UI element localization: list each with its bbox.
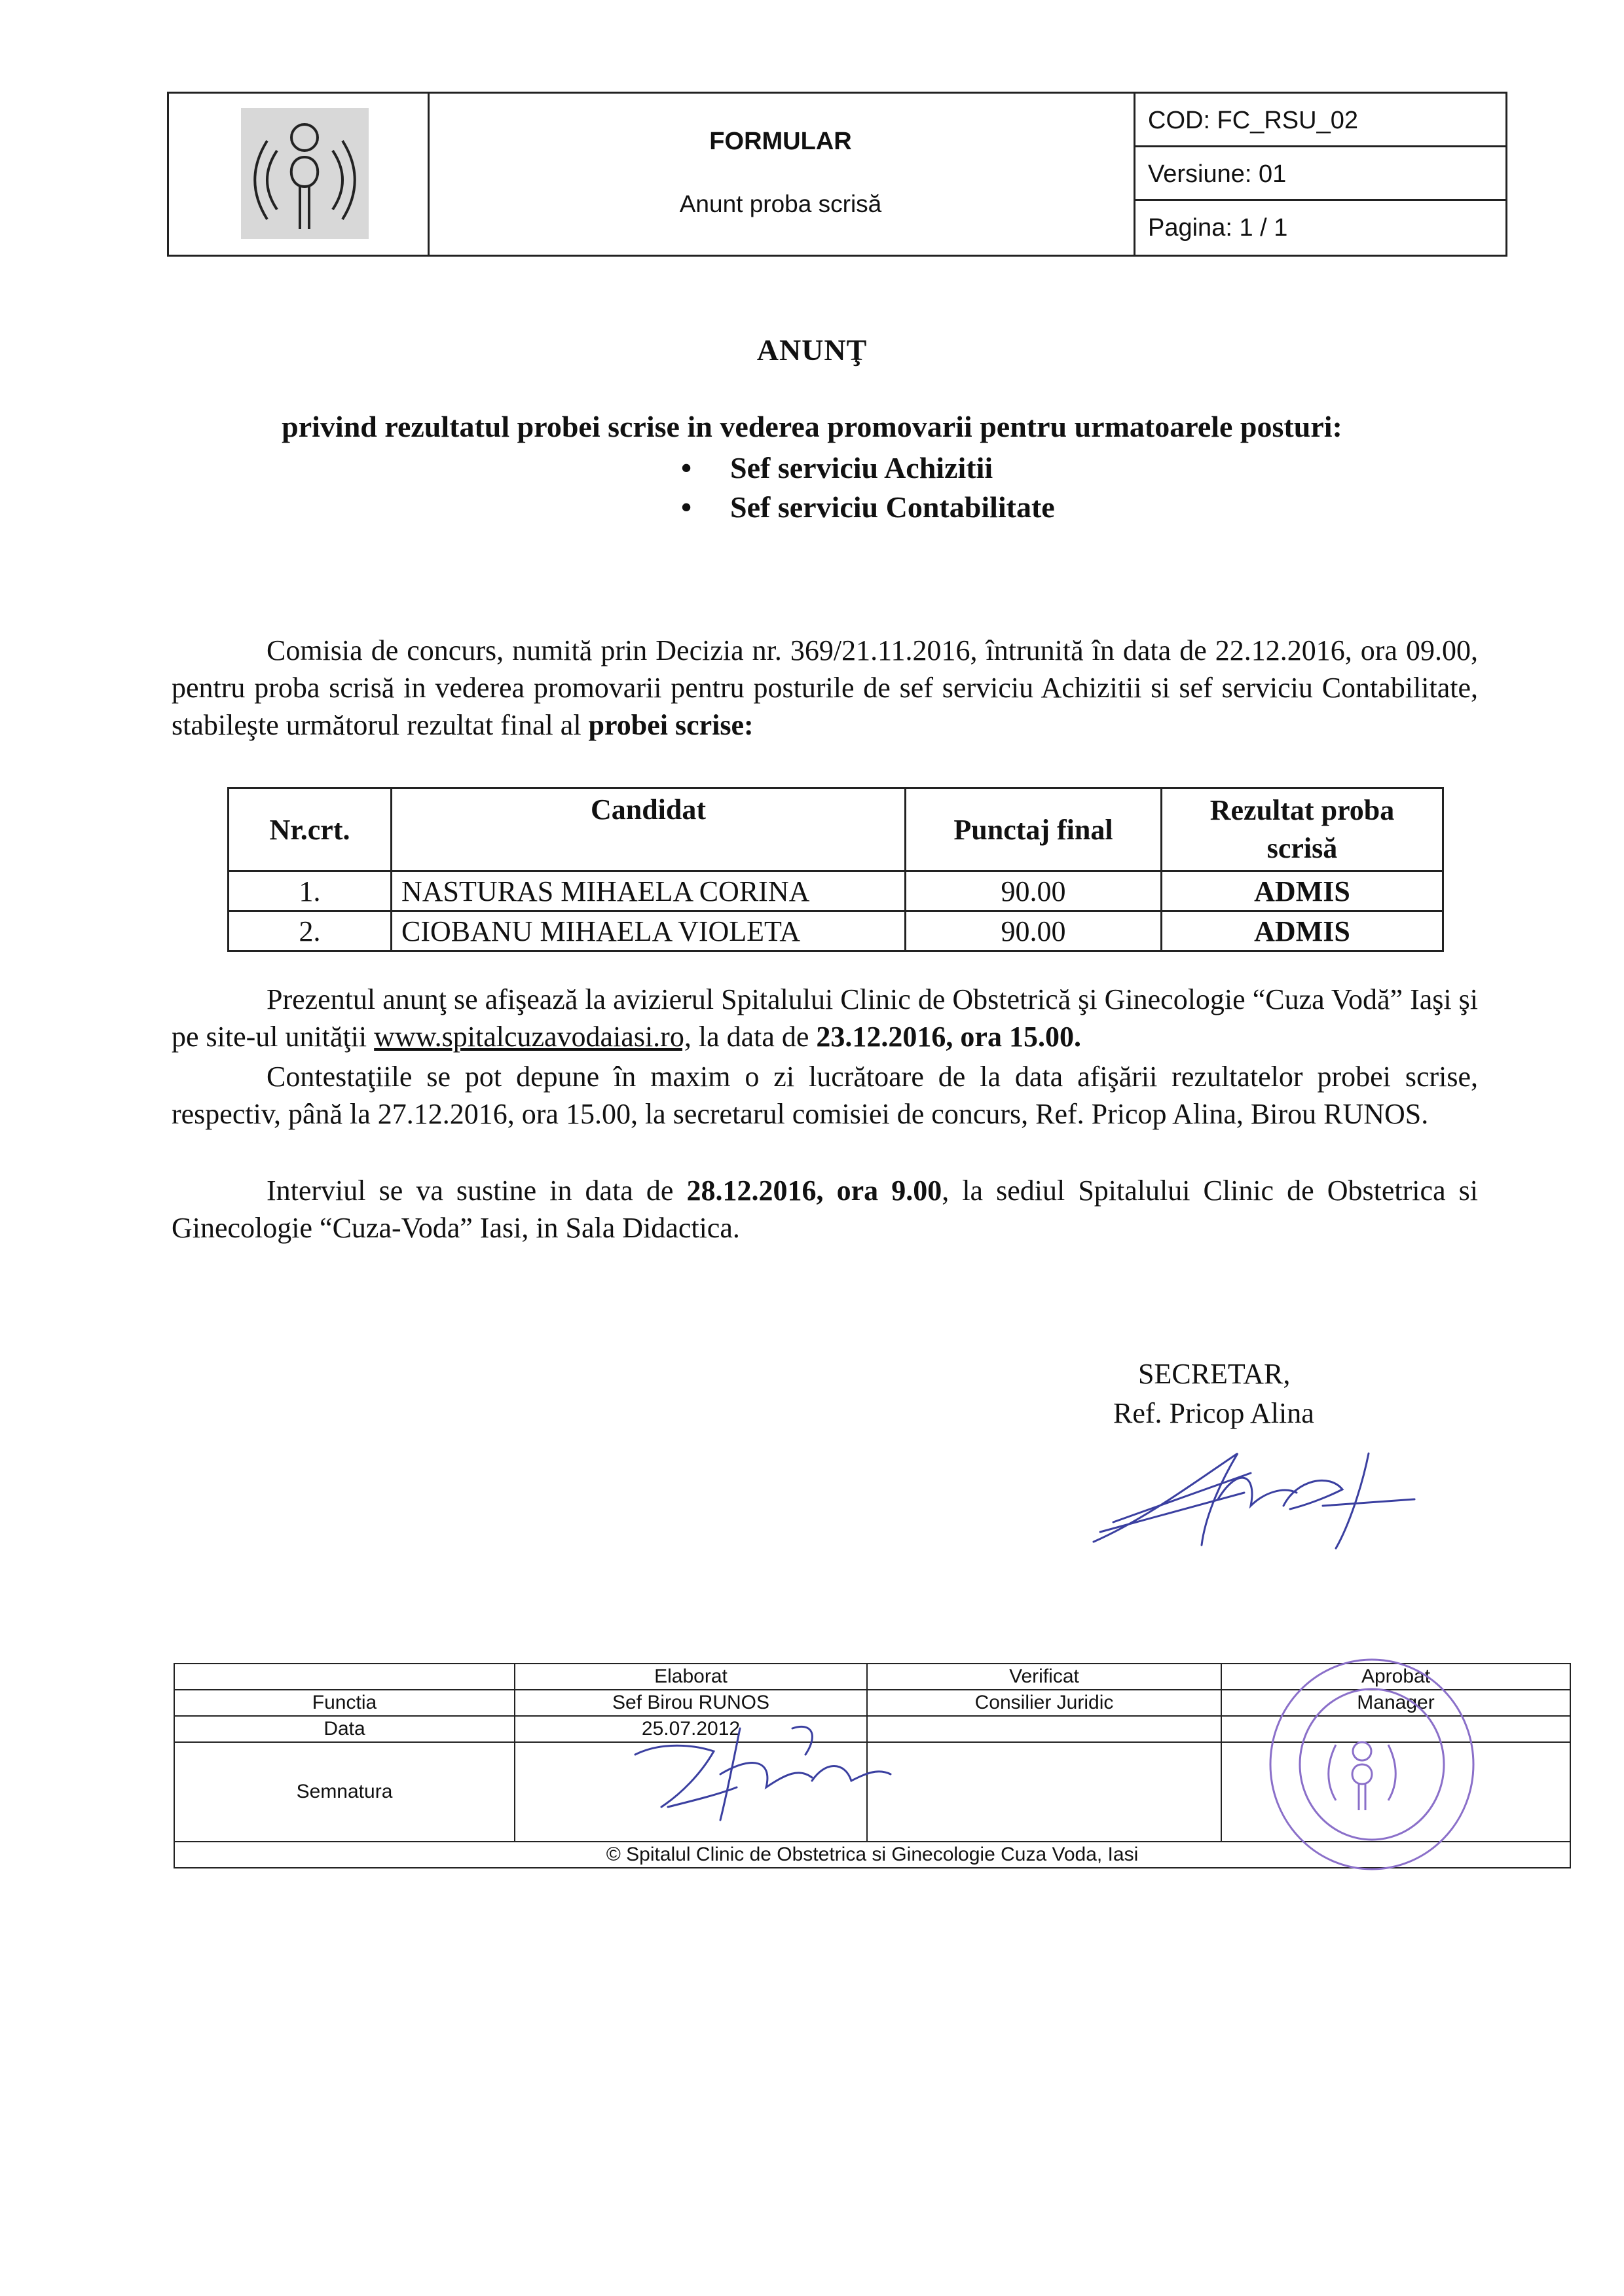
secretary-role: SECRETAR, [1138,1358,1291,1390]
header-candidat: Candidat [392,788,906,871]
copyright-text: © Spitalul Clinic de Obstetrica si Ginecologie Cuza Voda, Iasi [174,1842,1570,1868]
logo-cell [169,94,430,255]
table-row [229,871,1443,911]
header-punctaj: Punctaj final [906,788,1162,871]
paragraph-posting: Prezentul anunţ se afişează la avizierul Spitalului Clinic de Obstetrică şi Ginecologie “Cuza Vodă” Iaşi şi pe site-ul unităţii www.spitalcuzavodaiasi.ro, la data de 23.12.2016, ora 15.00. [172,983,1478,1053]
author-signature [622,1715,897,1836]
row-punctaj: 90.00 [906,871,1162,911]
row-punctaj: 90.00 [906,911,1162,951]
form-meta-cell [1134,94,1505,255]
form-name: Anunt proba scrisă [679,191,882,217]
paragraph-contestations: Contestaţiile se pot depune în maxim o zi lucrătoare de la data afişării rezultatelor probei scrise, respectiv, până la 27.12.2016, ora 15.00, la secretarul comisiei de concurs, Ref. Pricop Alina, Birou RUNOS. [172,1061,1478,1130]
position-item: • Sef serviciu Contabilitate [681,488,1055,527]
approval-row-data: Data 25.07.2012 [174,1716,1570,1742]
announcement-title: ANUNŢ [756,333,868,367]
handwritten-signature-icon [1087,1427,1428,1565]
row-candidat: NASTURAS MIHAELA CORINA [392,871,906,911]
handwritten-signature-icon [622,1715,897,1833]
form-version: Versiune: 01 [1134,147,1505,201]
bullet-icon: • [681,490,692,524]
paragraph-commission: Comisia de concurs, numită prin Decizia nr. 369/21.11.2016, întrunită în data de 22.12.2016, ora 09.00, pentru proba scrisă in vederea promovarii pentru posturile de sef serviciu Achizitii si sef serviciu Contabilitate, stabileşte următorul rezultat final al probei scrise: [172,634,1478,741]
row-nr: 2. [229,911,392,951]
form-code: COD: FC_RSU_02 [1134,94,1505,147]
header-rezultat: Rezultat proba scrisă [1162,788,1443,871]
row-rezultat: ADMIS [1162,871,1443,911]
row-candidat: CIOBANU MIHAELA VIOLETA [392,911,906,951]
secretary-name: Ref. Pricop Alina [1113,1397,1314,1429]
header-nr: Nr.crt. [229,788,392,871]
approval-row-semnatura: Semnatura [174,1742,1570,1842]
announcement-subtitle: privind rezultatul probei scrise in vederea promovarii pentru urmatoarele posturi: [282,410,1342,443]
paragraph-interview: Interviul se va sustine in data de 28.12.2016, ora 9.00, la sediul Spitalului Clinic de Obstetrica si Ginecologie “Cuza-Voda” Iasi, in Sala Didactica. [172,1175,1479,1244]
form-label: FORMULAR [709,128,852,155]
col-verificat: Verificat [867,1664,1221,1690]
site-link[interactable]: www.spitalcuzavodaiasi.ro, [374,1021,692,1053]
document-header [167,92,1507,257]
col-elaborat: Elaborat [515,1664,867,1690]
positions-list [681,448,1055,527]
form-title-cell [428,94,1135,255]
stamp-icon [1264,1653,1480,1876]
table-header-row [229,788,1443,871]
row-nr: 1. [229,871,392,911]
hospital-logo [241,108,369,239]
results-table [227,787,1444,952]
hospital-stamp [1264,1653,1480,1876]
secretary-signature [1087,1427,1428,1568]
approval-row-functia: Functia Sef Birou RUNOS Consilier Juridic Manager [174,1690,1570,1716]
table-row [229,911,1443,951]
form-page: Pagina: 1 / 1 [1148,214,1288,242]
hospital-logo-icon [241,108,369,239]
bullet-icon: • [681,451,692,484]
row-rezultat: ADMIS [1162,911,1443,951]
col-aprobat: Aprobat [1221,1664,1570,1690]
position-item: • Sef serviciu Achizitii [681,448,1055,488]
